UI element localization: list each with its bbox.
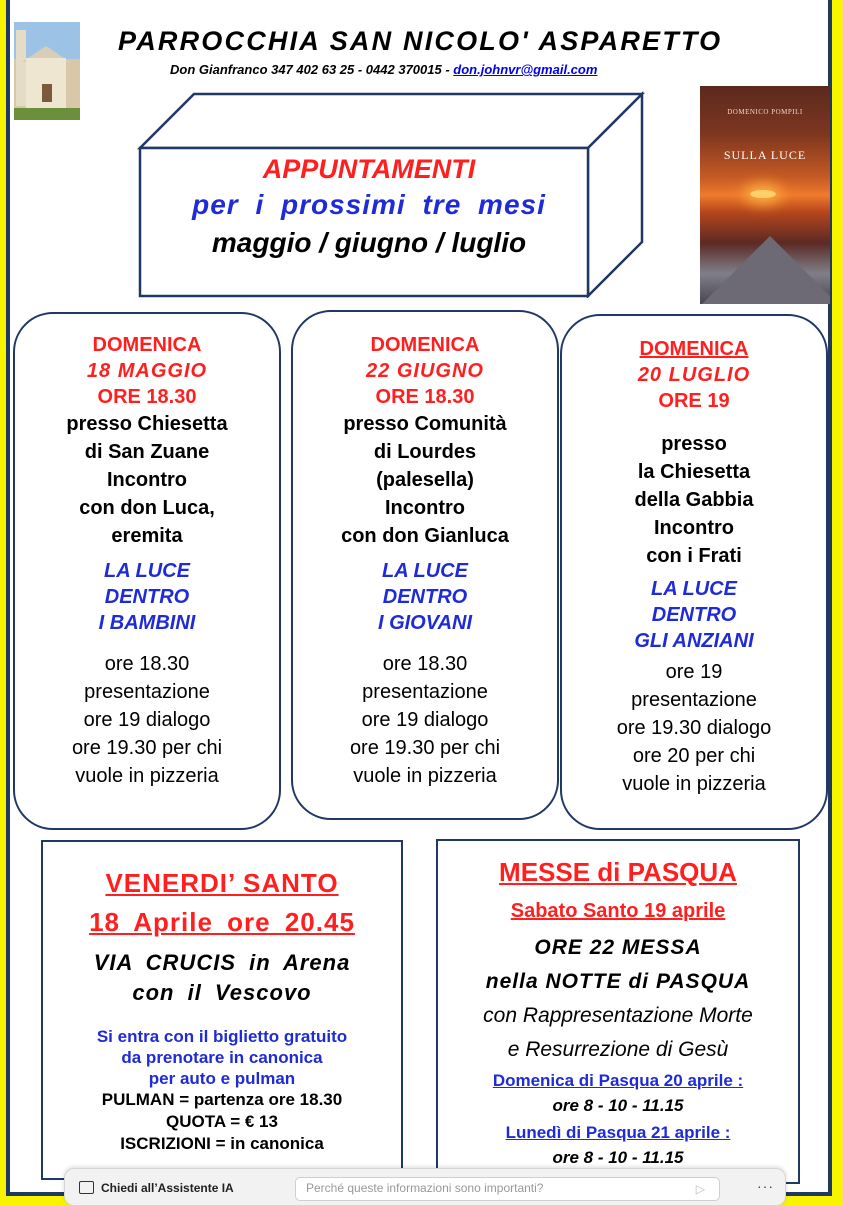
card-program-line: ore 18.30 (104, 653, 190, 675)
card-place-line: di San Zuane (84, 441, 210, 463)
easter-representation: con Rappresentazione Morte (483, 1004, 753, 1027)
card-place-line: Incontro (385, 497, 465, 519)
card-time: ORE 18.30 (375, 386, 475, 408)
appointments-heading: APPUNTAMENTI (262, 154, 476, 184)
card-day: DOMENICA (92, 334, 202, 356)
card-place-line: di Lourdes (373, 441, 477, 463)
card-program-line: ore 19.30 per chi (71, 737, 223, 759)
card-program-line: vuole in pizzeria (622, 773, 766, 795)
card-theme-line: GLI ANZIANI (634, 630, 754, 652)
card-date: 18 MAGGIO (86, 360, 208, 382)
appointments-months: maggio / giugno / luglio (211, 227, 527, 258)
book-cover (700, 86, 830, 304)
ai-question-placeholder: Perché queste informazioni sono importanti? (306, 1181, 544, 1195)
ask-ai-label: Chiedi all’Assistente IA (101, 1181, 234, 1195)
card-program-line: ore 19 dialogo (83, 709, 211, 731)
send-icon[interactable]: ▷ (695, 1182, 705, 1196)
card-place-line: Incontro (107, 469, 187, 491)
card-place-line: con i Frati (646, 545, 742, 567)
card-theme-line: LA LUCE (651, 578, 737, 600)
good-friday-title: VENERDI’ SANTO (105, 868, 339, 898)
contact-text: Don Gianfranco 347 402 63 25 - 0442 370015 - (170, 62, 454, 77)
easter-saturday: Sabato Santo 19 aprile (510, 900, 726, 922)
card-place-line: con don Luca, (79, 497, 215, 519)
ai-chat-icon (79, 1181, 94, 1194)
easter-sunday-times: ore 8 - 10 - 11.15 (552, 1096, 684, 1115)
card-theme-line: LA LUCE (382, 560, 468, 582)
easter-mass-time: ORE 22 MESSA (534, 936, 702, 959)
card-day: DOMENICA (639, 338, 749, 360)
parish-title: PARROCCHIA SAN NICOLO' ASPARETTO (118, 26, 723, 56)
card-theme-line: DENTRO (104, 586, 190, 608)
email-link[interactable]: don.johnvr@gmail.com (453, 62, 598, 77)
good-friday-date: 18 Aprile ore 20.45 (89, 907, 355, 937)
card-program-line: vuole in pizzeria (75, 765, 219, 787)
card-place-line: presso (661, 433, 727, 455)
event-card-may (13, 312, 281, 830)
card-time: ORE 18.30 (97, 386, 197, 408)
good-friday-detail: QUOTA = € 13 (166, 1112, 278, 1131)
good-friday-info: da prenotare in canonica (121, 1048, 323, 1067)
card-theme-line: I BAMBINI (98, 612, 196, 634)
card-theme-line: DENTRO (651, 604, 737, 626)
good-friday-info: Si entra con il biglietto gratuito (96, 1027, 348, 1046)
easter-title: MESSE di PASQUA (499, 857, 737, 887)
event-card-june (291, 310, 559, 820)
good-friday-info: per auto e pulman (148, 1069, 296, 1088)
card-program-line: presentazione (362, 681, 488, 703)
card-program-line: ore 19 dialogo (361, 709, 489, 731)
card-program-line: presentazione (631, 689, 757, 711)
ask-ai-button[interactable] (79, 1181, 234, 1195)
good-friday-event: VIA CRUCIS in Arena (93, 950, 351, 975)
card-place-line: della Gabbia (634, 489, 754, 511)
card-theme-line: LA LUCE (104, 560, 190, 582)
parish-contact (170, 62, 597, 77)
card-program-line: ore 19 (665, 661, 723, 683)
good-friday-event: con il Vescovo (132, 980, 312, 1005)
card-program-line: presentazione (84, 681, 210, 703)
card-place-line: con don Gianluca (341, 525, 509, 547)
card-program-line: ore 18.30 (382, 653, 468, 675)
card-program-line: vuole in pizzeria (353, 765, 497, 787)
card-place-line: presso Chiesetta (66, 413, 228, 435)
easter-monday-times: ore 8 - 10 - 11.15 (552, 1148, 684, 1167)
card-place-line: la Chiesetta (637, 461, 751, 483)
card-program-line: ore 19.30 dialogo (616, 717, 772, 739)
card-day: DOMENICA (370, 334, 480, 356)
appointments-text (140, 144, 598, 259)
card-theme-line: DENTRO (382, 586, 468, 608)
ai-question-input[interactable] (295, 1177, 720, 1201)
card-place-line: Incontro (654, 517, 734, 539)
card-place-line: (palesella) (376, 469, 474, 491)
card-program-line: ore 20 per chi (632, 745, 756, 767)
card-date: 22 GIUGNO (366, 360, 484, 382)
card-program-line: ore 19.30 per chi (349, 737, 501, 759)
card-place-line: presso Comunità (343, 413, 507, 435)
book-author: DOMENICO POMPILI (727, 108, 803, 116)
card-theme-line: I GIOVANI (377, 612, 473, 634)
card-place-line: eremita (111, 525, 183, 547)
more-options-icon[interactable]: ··· (757, 1178, 774, 1194)
easter-monday: Lunedì di Pasqua 21 aprile : (505, 1123, 731, 1142)
book-title: SULLA LUCE (723, 148, 807, 162)
ai-assistant-bar (64, 1168, 786, 1206)
church-photo (14, 22, 80, 120)
appointments-subheading: per i prossimi tre mesi (192, 189, 546, 220)
easter-masses-box (436, 839, 800, 1184)
easter-representation: e Resurrezione di Gesù (507, 1038, 729, 1061)
easter-sunday: Domenica di Pasqua 20 aprile : (492, 1071, 744, 1090)
good-friday-box (41, 840, 403, 1180)
good-friday-detail: ISCRIZIONI = in canonica (120, 1134, 324, 1153)
easter-mass-night: nella NOTTE di PASQUA (485, 970, 751, 993)
good-friday-detail: PULMAN = partenza ore 18.30 (101, 1090, 343, 1109)
event-card-july (560, 314, 828, 830)
card-time: ORE 19 (658, 390, 730, 412)
card-date: 20 LUGLIO (637, 364, 751, 386)
